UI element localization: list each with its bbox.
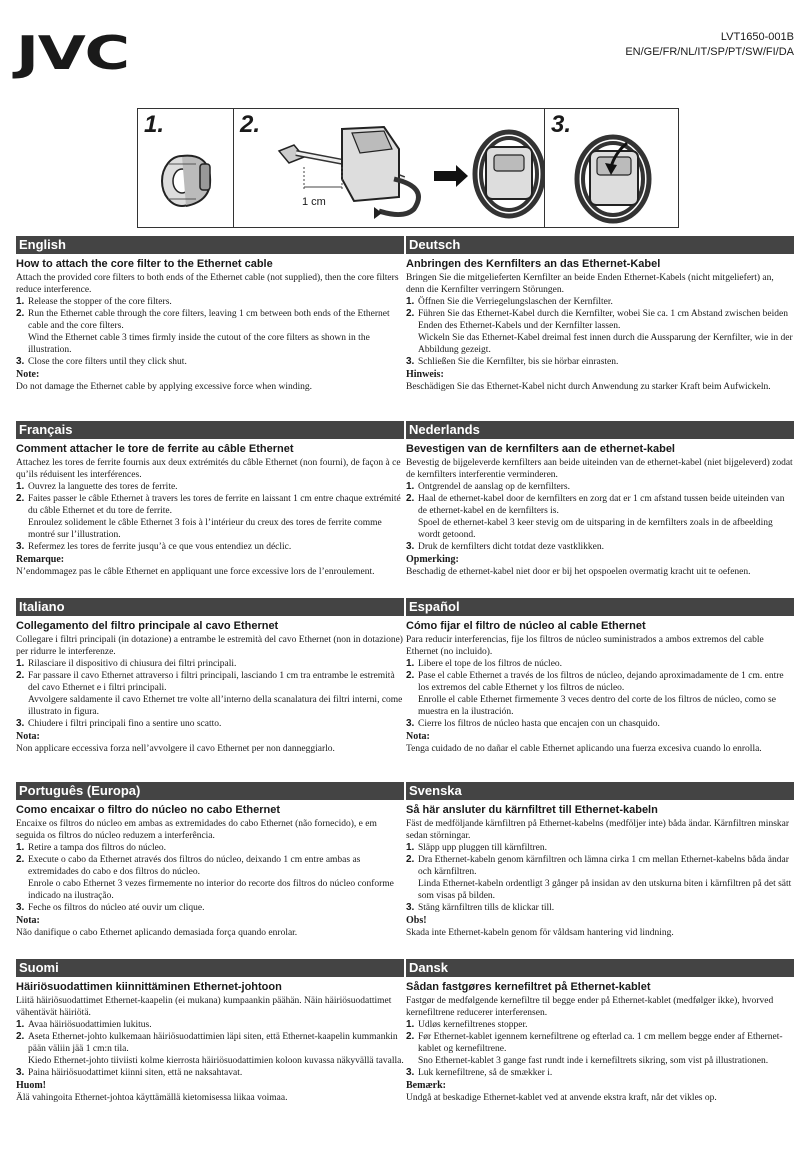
step-text: Luk kernefiltrene, så de smækker i. bbox=[418, 1068, 553, 1078]
illustration-step-3 bbox=[545, 109, 678, 227]
step-number: 2. bbox=[406, 1031, 415, 1042]
cable-threading-drawing bbox=[234, 109, 545, 229]
intro-text: Fastgør de medfølgende kernefiltre til begge ender på Ethernet-kablet (medfølger ikke), hvorved kernefiltrene reducerer interferensen. bbox=[406, 996, 774, 1018]
step-number: 2. bbox=[16, 1031, 25, 1042]
step-item bbox=[406, 1067, 794, 1079]
step-list bbox=[16, 658, 404, 730]
step-extra-text: Wind the Ethernet cable 3 times firmly inside the cutout of the core filters as shown in the illustration. bbox=[28, 333, 370, 355]
step-text: Far passare il cavo Ethernet attraverso i filtri principali, lasciando 1 cm tra entrambe le estremità del cavo Ethernet e i filtri principali. bbox=[28, 671, 395, 693]
step-number: 1. bbox=[144, 111, 165, 138]
step-number: 2. bbox=[406, 670, 415, 681]
note-text: Não danifique o cabo Ethernet aplicando demasiada força quando enrolar. bbox=[16, 928, 298, 938]
section-deutsch bbox=[406, 236, 794, 393]
step-number: 1. bbox=[406, 481, 415, 492]
note-text: Tenga cuidado de no dañar el cable Ethernet aplicando una fuerza excesiva cuando lo enrolla. bbox=[406, 744, 762, 754]
step-item bbox=[406, 481, 794, 493]
section-title: Collegamento del filtro principale al cavo Ethernet bbox=[16, 620, 279, 632]
step-item bbox=[16, 1031, 404, 1067]
note-text: N’endommagez pas le câble Ethernet en appliquant une force excessive lors de l’enroulement. bbox=[16, 567, 375, 577]
step-list bbox=[16, 296, 404, 368]
step-text: Öffnen Sie die Verriegelungslaschen der Kernfilter. bbox=[418, 297, 613, 307]
note-heading: Opmerking: bbox=[406, 554, 459, 565]
language-heading: Español bbox=[406, 598, 794, 616]
intro-text: Attach the provided core filters to both ends of the Ethernet cable (not supplied), then the core filters reduce interference. bbox=[16, 273, 399, 295]
note-heading: Huom! bbox=[16, 1080, 46, 1091]
step-text: Führen Sie das Ethernet-Kabel durch die Kernfilter, wobei Sie ca. 1 cm Abstand zwischen beiden Enden des Ethernet-Kabels und der Kernfilter lassen. bbox=[418, 309, 789, 331]
intro-text: Encaixe os filtros do núcleo em ambas as extremidades do cabo Ethernet (não fornecido), e em seguida os filtros do núcleo reduzem a interferência. bbox=[16, 819, 377, 841]
step-list bbox=[406, 481, 794, 553]
step-number: 3. bbox=[406, 902, 415, 913]
step-item bbox=[16, 296, 404, 308]
step-item bbox=[16, 854, 404, 902]
language-codes: EN/GE/FR/NL/IT/SP/PT/SW/FI/DA bbox=[625, 46, 794, 58]
section-title: How to attach the core filter to the Ethernet cable bbox=[16, 258, 273, 270]
step-number: 1. bbox=[406, 658, 415, 669]
language-heading: English bbox=[16, 236, 404, 254]
intro-text: Collegare i filtri principali (in dotazione) a entrambe le estremità del cavo Ethernet (non in dotazione) per ridurre le interferenze. bbox=[16, 635, 403, 657]
step-number: 1. bbox=[406, 296, 415, 307]
step-item bbox=[16, 493, 404, 541]
section-title: Bevestigen van de kernfilters aan de ethernet-kabel bbox=[406, 443, 675, 455]
step-item bbox=[16, 356, 404, 368]
step-number: 3. bbox=[406, 1067, 415, 1078]
step-item bbox=[406, 670, 794, 718]
section-espanol bbox=[406, 598, 794, 755]
step-text: Chiudere i filtri principali fino a sentire uno scatto. bbox=[28, 719, 222, 729]
step-text: Refermez les tores de ferrite jusqu’à ce que vous entendiez un déclic. bbox=[28, 542, 292, 552]
step-text: Ouvrez la languette des tores de ferrite. bbox=[28, 482, 178, 492]
step-text: Udløs kernefiltrenes stopper. bbox=[418, 1020, 528, 1030]
language-heading: Suomi bbox=[16, 959, 404, 977]
illustration-step-1 bbox=[138, 109, 234, 227]
note-heading: Remarque: bbox=[16, 554, 65, 565]
step-number: 1. bbox=[16, 296, 25, 307]
step-item bbox=[16, 718, 404, 730]
step-list bbox=[16, 1019, 404, 1079]
intro-text: Liitä häiriösuodattimet Ethernet-kaapelin (ei mukana) kumpaankin päähän. Näin häiriösuodattimet vähentävät häiriötä. bbox=[16, 996, 392, 1018]
language-heading: Português (Europa) bbox=[16, 782, 404, 800]
measure-label: 1 cm bbox=[302, 196, 326, 208]
step-text: Før Ethernet-kablet igennem kernefiltrene og efterlad ca. 1 cm mellem begge ender af Ethernet-kablet og kernefiltrene. bbox=[418, 1032, 783, 1054]
step-item bbox=[406, 308, 794, 356]
step-item bbox=[406, 854, 794, 902]
step-text: Schließen Sie die Kernfilter, bis sie hörbar einrasten. bbox=[418, 357, 619, 367]
intro-text: Bevestig de bijgeleverde kernfilters aan beide uiteinden van de ethernet-kabel (niet bijgeleverd) zodat de kernfilters interferentie verminderen. bbox=[406, 458, 793, 480]
step-list bbox=[16, 481, 404, 553]
section-nederlands bbox=[406, 421, 794, 578]
step-text: Släpp upp pluggen till kärnfiltren. bbox=[418, 843, 548, 853]
step-list bbox=[406, 658, 794, 730]
note-heading: Nota: bbox=[406, 731, 430, 742]
step-item bbox=[16, 481, 404, 493]
step-number: 3. bbox=[551, 111, 572, 138]
step-number: 3. bbox=[406, 356, 415, 367]
step-number: 2. bbox=[16, 854, 25, 865]
step-item bbox=[406, 718, 794, 730]
note-heading: Bemærk: bbox=[406, 1080, 446, 1091]
note-text: Undgå at beskadige Ethernet-kablet ved at anvende ekstra kraft, når det vikles op. bbox=[406, 1093, 717, 1103]
step-text: Druk de kernfilters dicht totdat deze vastklikken. bbox=[418, 542, 604, 552]
step-number: 1. bbox=[16, 842, 25, 853]
step-number: 2. bbox=[240, 111, 261, 138]
step-text: Feche os filtros do núcleo até ouvir um clique. bbox=[28, 903, 205, 913]
section-portugues bbox=[16, 782, 404, 939]
step-item bbox=[16, 1019, 404, 1031]
section-title: Sådan fastgøres kernefiltret på Ethernet-kablet bbox=[406, 981, 651, 993]
step-text: Close the core filters until they click shut. bbox=[28, 357, 187, 367]
step-item bbox=[406, 356, 794, 368]
step-item bbox=[16, 842, 404, 854]
note-text: Non applicare eccessiva forza nell’avvolgere il cavo Ethernet per non danneggiarlo. bbox=[16, 744, 335, 754]
note-text: Skada inte Ethernet-kabeln genom för våldsam hantering vid lindning. bbox=[406, 928, 674, 938]
step-number: 1. bbox=[406, 1019, 415, 1030]
section-title: Anbringen des Kernfilters an das Ethernet-Kabel bbox=[406, 258, 661, 270]
step-extra-text: Linda Ethernet-kabeln ordentligt 3 gånger på insidan av den utskurna biten i kärnfiltren på det sätt som visas på bilden. bbox=[418, 879, 792, 901]
jvc-logo: JVC bbox=[16, 26, 129, 80]
step-number: 1. bbox=[16, 658, 25, 669]
step-extra-text: Enrole o cabo Ethernet 3 vezes firmemente no interior do recorte dos filtros do núcleo conforme indicado na ilustração. bbox=[28, 879, 394, 901]
note-text: Beschadig de ethernet-kabel niet door er bij het opspoelen overmatig kracht uit te oefenen. bbox=[406, 567, 751, 577]
step-number: 1. bbox=[16, 481, 25, 492]
step-item bbox=[406, 902, 794, 914]
step-text: Paina häiriösuodattimet kiinni siten, että ne naksahtavat. bbox=[28, 1068, 243, 1078]
step-text: Libere el tope de los filtros de núcleo. bbox=[418, 659, 563, 669]
step-number: 3. bbox=[16, 902, 25, 913]
note-heading: Note: bbox=[16, 369, 40, 380]
intro-text: Attachez les tores de ferrite fournis aux deux extrémités du câble Ethernet (non fourni), de façon à ce qu’ils réduisent les interférences. bbox=[16, 458, 401, 480]
closing-core-filter-drawing bbox=[545, 109, 678, 229]
step-number: 3. bbox=[406, 541, 415, 552]
step-text: Haal de ethernet-kabel door de kernfilters en zorg dat er 1 cm afstand tussen beide uiteinden van de ethernet-kabel en de kernfilters is. bbox=[418, 494, 785, 516]
step-item bbox=[16, 902, 404, 914]
step-item bbox=[406, 1031, 794, 1067]
model-code: LVT1650-001B bbox=[720, 31, 794, 43]
section-title: Så här ansluter du kärnfiltret till Ethernet-kabeln bbox=[406, 804, 658, 816]
step-text: Stäng kärnfiltren tills de klickar till. bbox=[418, 903, 555, 913]
step-list bbox=[406, 296, 794, 368]
step-extra-text: Spoel de ethernet-kabel 3 keer stevig om de uitsparing in de kernfilters zoals in de afbeelding wordt getoond. bbox=[418, 518, 773, 540]
step-number: 3. bbox=[16, 718, 25, 729]
step-item bbox=[406, 842, 794, 854]
step-text: Run the Ethernet cable through the core filters, leaving 1 cm between both ends of the Ethernet cable and the core filters. bbox=[28, 309, 390, 331]
note-text: Do not damage the Ethernet cable by applying excessive force when winding. bbox=[16, 382, 312, 392]
step-text: Aseta Ethernet-johto kulkemaan häiriösuodattimien läpi siten, että Ethernet-kaapelin kummankin pään väliin jää 1 cm:n tila. bbox=[28, 1032, 398, 1054]
step-item bbox=[406, 658, 794, 670]
section-italiano bbox=[16, 598, 404, 755]
step-number: 3. bbox=[16, 1067, 25, 1078]
step-number: 3. bbox=[16, 541, 25, 552]
step-list bbox=[406, 842, 794, 914]
note-heading: Hinweis: bbox=[406, 369, 444, 380]
section-english bbox=[16, 236, 404, 393]
step-list bbox=[16, 842, 404, 914]
step-item bbox=[406, 1019, 794, 1031]
step-text: Avaa häiriösuodattimien lukitus. bbox=[28, 1020, 152, 1030]
step-text: Release the stopper of the core filters. bbox=[28, 297, 172, 307]
step-number: 3. bbox=[406, 718, 415, 729]
intro-text: Fäst de medföljande kärnfiltren på Ethernet-kabelns (medföljer inte) båda ändar. Kärnfiltren minskar sedan störningar. bbox=[406, 819, 790, 841]
section-title: Como encaixar o filtro do núcleo no cabo Ethernet bbox=[16, 804, 281, 816]
step-number: 2. bbox=[16, 308, 25, 319]
language-heading: Deutsch bbox=[406, 236, 794, 254]
step-extra-text: Enroulez solidement le câble Ethernet 3 fois à l’intérieur du creux des tores de ferrite comme montré sur l’illustration. bbox=[28, 518, 382, 540]
step-item bbox=[406, 541, 794, 553]
open-core-filter-drawing bbox=[138, 109, 234, 229]
step-text: Retire a tampa dos filtros do núcleo. bbox=[28, 843, 166, 853]
step-number: 3. bbox=[16, 356, 25, 367]
step-extra-text: Avvolgere saldamente il cavo Ethernet tre volte all’interno della scanalatura dei filtri interni, come illustrato in figura. bbox=[28, 695, 403, 717]
step-number: 1. bbox=[16, 1019, 25, 1030]
step-number: 2. bbox=[406, 854, 415, 865]
note-text: Beschädigen Sie das Ethernet-Kabel nicht durch Anwendung zu starker Kraft beim Aufwickeln. bbox=[406, 382, 771, 392]
note-heading: Nota: bbox=[16, 731, 40, 742]
step-text: Dra Ethernet-kabeln genom kärnfiltren och lämna cirka 1 cm mellan Ethernet-kabelns båda ändar och kärnfiltren. bbox=[418, 855, 789, 877]
intro-text: Para reducir interferencias, fije los filtros de núcleo suministrados a ambos extremos del cable Ethernet (no incluido). bbox=[406, 635, 764, 657]
step-item bbox=[16, 541, 404, 553]
step-extra-text: Kiedo Ethernet-johto tiiviisti kolme kierrosta häiriösuodattimien koloon kuvassa näkyvällä tavalla. bbox=[28, 1056, 404, 1066]
step-text: Ontgrendel de aanslag op de kernfilters. bbox=[418, 482, 570, 492]
section-title: Häiriösuodattimen kiinnittäminen Ethernet-johtoon bbox=[16, 981, 282, 993]
step-text: Rilasciare il dispositivo di chiusura dei filtri principali. bbox=[28, 659, 237, 669]
document-code bbox=[625, 30, 794, 60]
illustration-step-2 bbox=[234, 109, 545, 227]
step-text: Faites passer le câble Ethernet à travers les tores de ferrite en laissant 1 cm entre chaque extrémité du câble Ethernet et du tore de ferrite. bbox=[28, 494, 401, 516]
section-dansk bbox=[406, 959, 794, 1104]
section-suomi bbox=[16, 959, 404, 1104]
step-text: Cierre los filtros de núcleo hasta que encajen con un chasquido. bbox=[418, 719, 660, 729]
section-title: Comment attacher le tore de ferrite au câble Ethernet bbox=[16, 443, 294, 455]
step-number: 2. bbox=[406, 308, 415, 319]
step-number: 2. bbox=[406, 493, 415, 504]
language-heading: Français bbox=[16, 421, 404, 439]
step-item bbox=[406, 493, 794, 541]
step-text: Execute o cabo da Ethernet através dos filtros do núcleo, deixando 1 cm entre ambas as extremidades do cabo e dos filtros do núcleo. bbox=[28, 855, 361, 877]
note-text: Älä vahingoita Ethernet-johtoa käyttämällä kietomisessa liikaa voimaa. bbox=[16, 1093, 288, 1103]
step-extra-text: Enrolle el cable Ethernet firmemente 3 veces dentro del corte de los filtros de núcleo, como se muestra en la ilustración. bbox=[418, 695, 776, 717]
step-extra-text: Wickeln Sie das Ethernet-Kabel dreimal fest innen durch die Aussparung der Kernfilter, wie in der Abbildung gezeigt. bbox=[418, 333, 793, 355]
step-item bbox=[16, 308, 404, 356]
step-extra-text: Sno Ethernet-kablet 3 gange fast rundt inde i kernefiltrets sikring, som vist på illustrationen. bbox=[418, 1056, 769, 1066]
language-heading: Italiano bbox=[16, 598, 404, 616]
step-number: 2. bbox=[16, 493, 25, 504]
step-number: 2. bbox=[16, 670, 25, 681]
illustration-strip bbox=[137, 108, 679, 228]
section-francais bbox=[16, 421, 404, 578]
section-title: Cómo fijar el filtro de núcleo al cable Ethernet bbox=[406, 620, 646, 632]
step-item bbox=[406, 296, 794, 308]
step-number: 1. bbox=[406, 842, 415, 853]
step-list bbox=[406, 1019, 794, 1079]
step-text: Pase el cable Ethernet a través de los filtros de núcleo, dejando aproximadamente de 1 cm. entre los extremos del cable Ethernet y los filtros de núcleo. bbox=[418, 671, 784, 693]
language-heading: Svenska bbox=[406, 782, 794, 800]
note-heading: Nota: bbox=[16, 915, 40, 926]
note-heading: Obs! bbox=[406, 915, 427, 926]
language-heading: Nederlands bbox=[406, 421, 794, 439]
section-svenska bbox=[406, 782, 794, 939]
intro-text: Bringen Sie die mitgelieferten Kernfilter an beide Enden Ethernet-Kabels (nicht mitgeliefert) an, denn die Kernfilter verringern Störungen. bbox=[406, 273, 774, 295]
language-heading: Dansk bbox=[406, 959, 794, 977]
step-item bbox=[16, 1067, 404, 1079]
step-item bbox=[16, 670, 404, 718]
step-item bbox=[16, 658, 404, 670]
